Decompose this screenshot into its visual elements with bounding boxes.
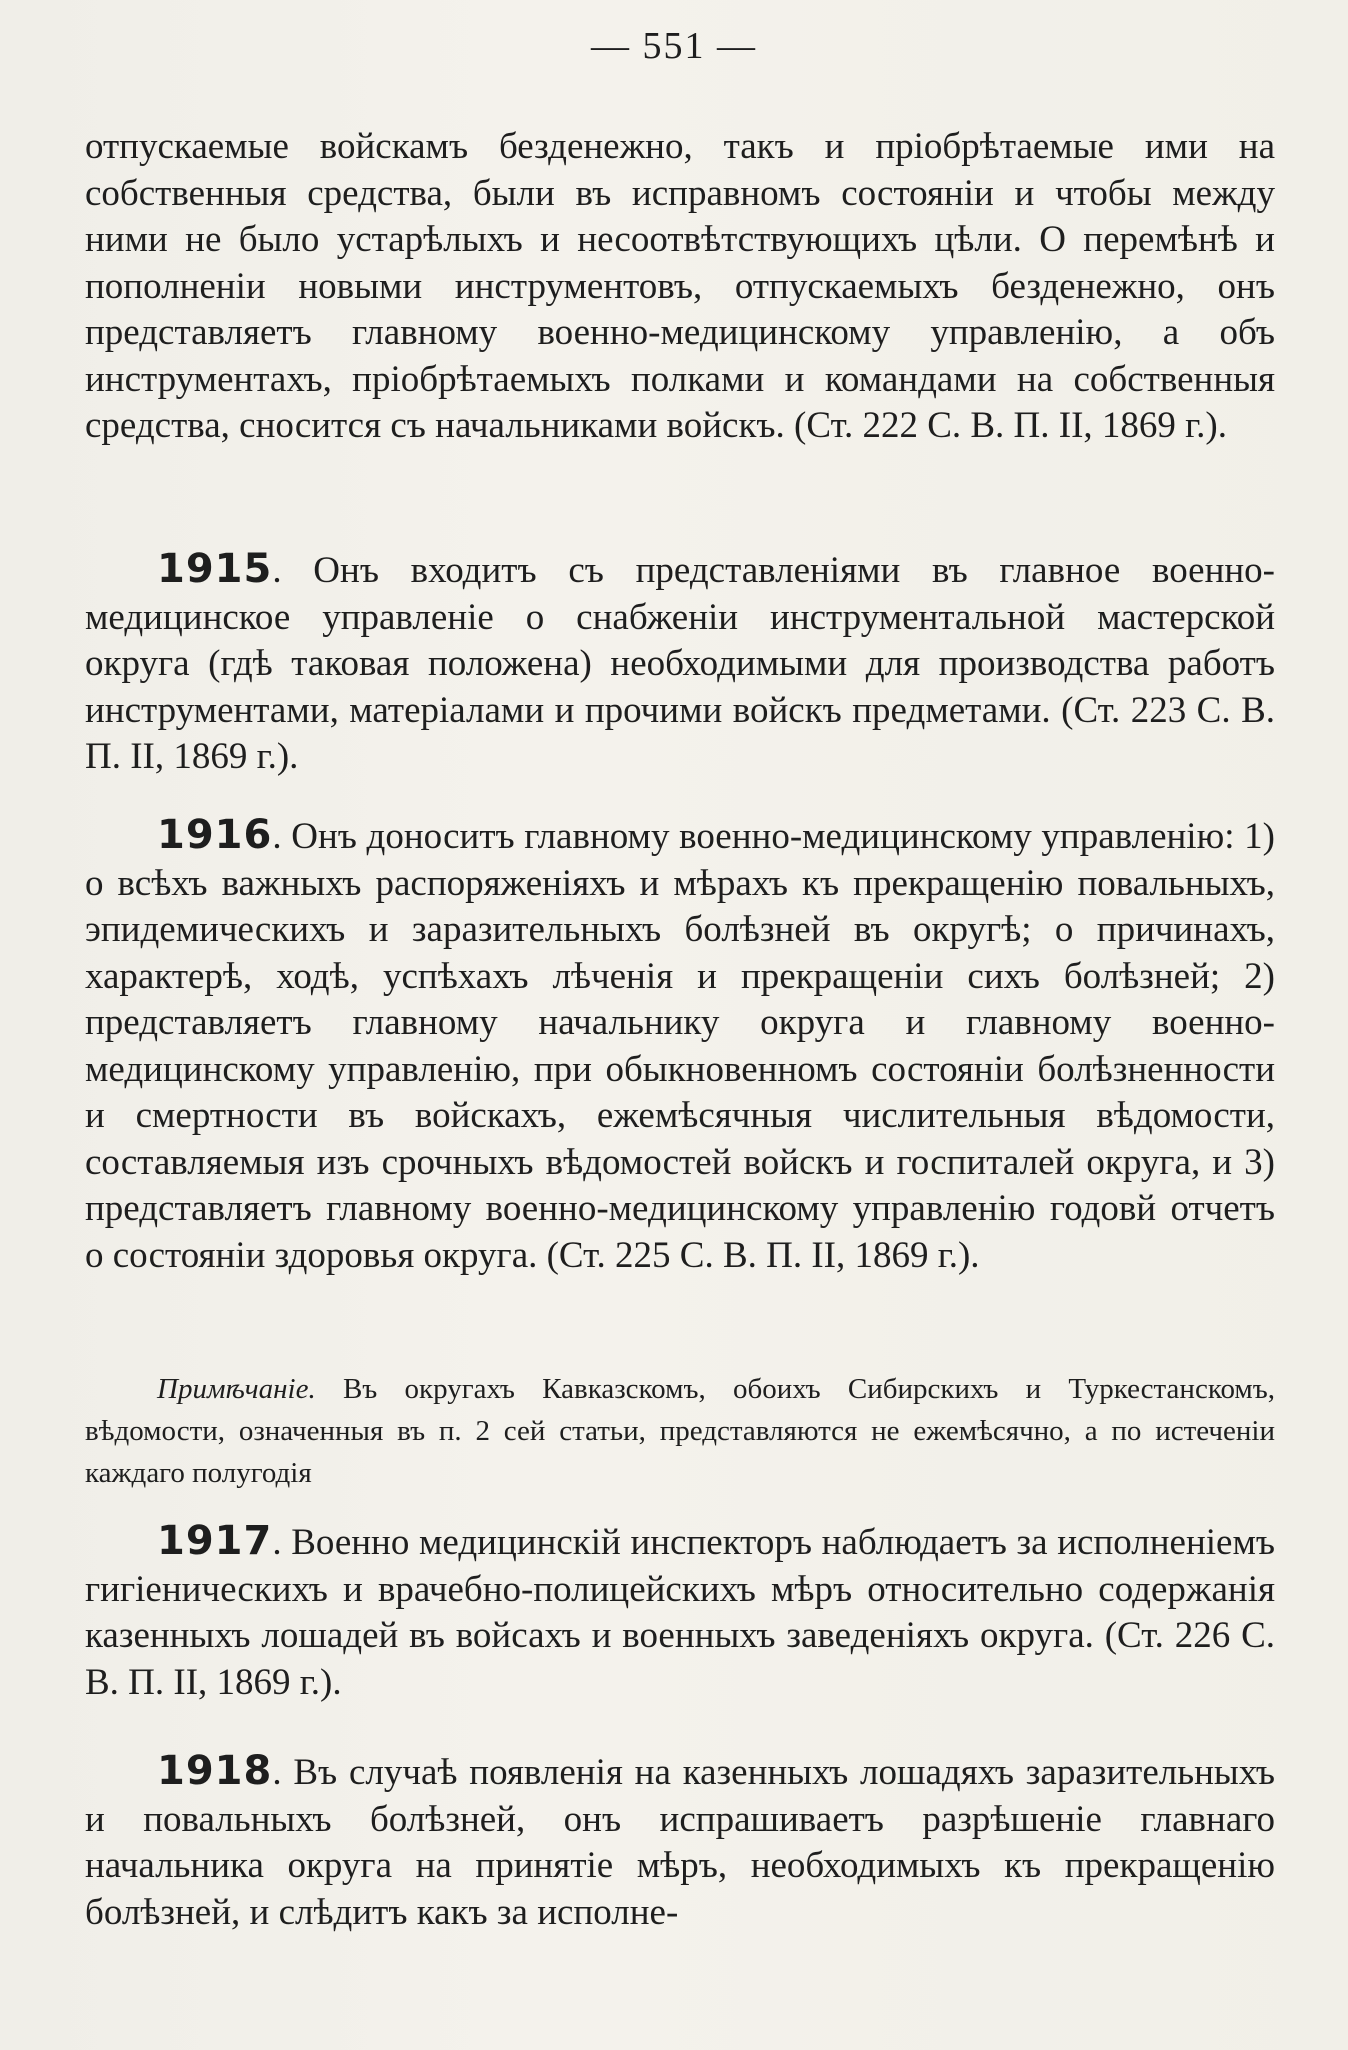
paragraph-continuation <box>85 124 1275 450</box>
note-label: Примѣчаніе. <box>157 1373 316 1405</box>
article-1917 <box>85 1518 1275 1706</box>
paragraph-text: отпускаемые войскамъ безденежно, такъ и пріобрѣтаемые ими на собственныя средства, были въ исправномъ состояніи и чтобы между ними не было устарѣлыхъ и несоотвѣтствующихъ цѣли. О перемѣнѣ и пополненіи новыми инструментовъ, отпускаемыхъ безденежно, онъ представляетъ главному военно-медицинскому управленію, а объ инструментахъ, пріобрѣтаемыхъ полками и командами на собственныя средства, сносится съ начальниками войскъ. (Ст. 222 С. В. П. II, 1869 г.). <box>85 126 1275 446</box>
article-body <box>85 1748 1275 1936</box>
article-text: . Онъ входитъ съ представленіями въ главное военно-медицинское управленіе о снабженіи инструментальной мастерской округа (гдѣ таковая положена) необходимыми для производства работъ инструментами, матеріалами и прочими войскъ предметами. (Ст. 223 С. В. П. II, 1869 г.). <box>85 550 1275 777</box>
article-number: 1917 <box>157 1518 273 1564</box>
article-number: 1918 <box>157 1748 273 1794</box>
article-1916 <box>85 812 1275 1279</box>
article-text: . Въ случаѣ появленія на казенныхъ лошадяхъ заразительныхъ и повальныхъ болѣзней, онъ испрашиваетъ разрѣшеніе главнаго начальника округа на принятіе мѣръ, необходимыхъ къ прекращенію болѣзней, и слѣдитъ какъ за исполне- <box>85 1752 1275 1933</box>
article-body <box>85 812 1275 1279</box>
article-number: 1915 <box>157 546 273 592</box>
article-number: 1916 <box>157 812 273 858</box>
page-number: — 551 — <box>591 25 757 67</box>
note-1916 <box>85 1368 1275 1494</box>
article-1915 <box>85 546 1275 781</box>
article-body <box>85 546 1275 781</box>
article-body <box>85 1518 1275 1706</box>
note-text: Въ округахъ Кавказскомъ, обоихъ Сибирскихъ и Туркестанскомъ, вѣдомости, означенныя въ п. 2 сей статьи, представляются не ежемѣсячно, а по истеченіи каждаго полугодія <box>85 1373 1275 1489</box>
article-text: . Онъ доноситъ главному военно-медицинскому управленію: 1) о всѣхъ важныхъ распоряженіяхъ и мѣрахъ къ прекращенію повальныхъ, эпидемическихъ и заразительныхъ болѣзней въ округѣ; о причинахъ, характерѣ, ходѣ, успѣхахъ лѣченія и прекращеніи сихъ болѣзней; 2) представляетъ главному начальнику округа и главному военно-медицинскому управленію, при обыкновенномъ состояніи болѣзненности и смертности въ войскахъ, ежемѣсячныя числительныя вѣдомости, составляемыя изъ срочныхъ вѣдомостей войскъ и госпиталей округа, и 3) представляетъ главному военно-медицинскому управленію годовй отчетъ о состояніи здоровья округа. (Ст. 225 С. В. П. II, 1869 г.). <box>85 816 1275 1276</box>
article-1918 <box>85 1748 1275 1936</box>
article-text: . Военно медицинскій инспекторъ наблюдаетъ за исполненіемъ гигіеническихъ и врачебно-полицейскихъ мѣръ относительно содержанія казенныхъ лошадей въ войсахъ и военныхъ заведеніяхъ округа. (Ст. 226 С. В. П. II, 1869 г.). <box>85 1522 1275 1703</box>
